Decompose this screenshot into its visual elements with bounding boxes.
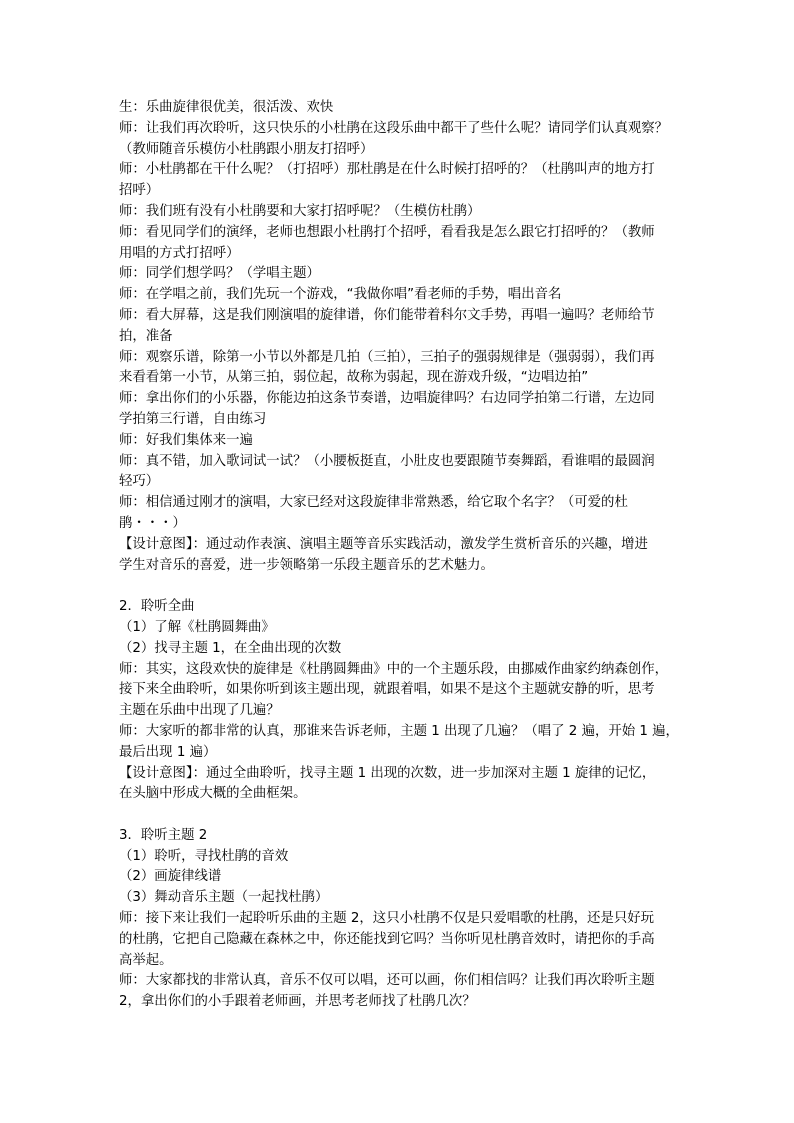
text-line: 招呼） — [119, 183, 160, 199]
text-line: 【设计意图】：通过动作表演、演唱主题等音乐实践活动，激发学生赏析音乐的兴趣，增进 — [119, 536, 648, 552]
paragraph-gap — [119, 576, 679, 597]
text-line: 来看看第一小节，从第三拍，弱位起，故称为弱起，现在游戏升级，“边唱边拍” — [119, 370, 589, 386]
text-line: 2．聆听全曲 — [119, 599, 195, 615]
text-line: 学生对音乐的喜爱，进一步领略第一乐段主题音乐的艺术魅力。 — [119, 557, 494, 573]
text-line: 师：看见同学们的演绎，老师也想跟小杜鹃打个招呼，看看我是怎么跟它打招呼的？（教师 — [119, 224, 655, 240]
text-line: 师：大家听的都非常的认真，那谁来告诉老师，主题 1 出现了几遍？（唱了 2 遍，开始 1 遍， — [119, 723, 679, 739]
text-line: 师：大家都找的非常认真，音乐不仅可以唱，还可以画，你们相信吗？让我们再次聆听主题 — [119, 973, 655, 989]
text-line: 2，拿出你们的小手跟着老师画，并思考老师找了杜鹃几次？ — [119, 994, 476, 1010]
text-line: 拍，准备 — [119, 328, 173, 344]
text-line: 鹃・・・） — [119, 515, 186, 531]
text-line: 师：同学们想学吗？（学唱主题） — [119, 266, 320, 282]
text-line: 师：看大屏幕，这是我们刚演唱的旋律谱，你们能带着科尔文手势，再唱一遍吗？老师给节 — [119, 307, 655, 323]
text-line: 生：乐曲旋律很优美，很活泼、欢快 — [119, 100, 334, 115]
text-line: 在头脑中形成大概的全曲框架。 — [119, 786, 307, 802]
text-line: 师：接下来让我们一起聆听乐曲的主题 2，这只小杜鹃不仅是只爱唱歌的杜鹃，还是只好玩 — [119, 911, 655, 927]
text-line: 【设计意图】：通过全曲聆听，找寻主题 1 出现的次数，进一步加深对主题 1 旋律的记忆， — [119, 765, 656, 781]
text-line: 师：我们班有没有小杜鹃要和大家打招呼呢？（生模仿杜鹃） — [119, 203, 481, 219]
text-line: 最后出现 1 遍） — [119, 744, 217, 760]
text-line: （1）了解《杜鹃圆舞曲》 — [119, 619, 275, 635]
text-line: （教师随音乐模仿小杜鹃跟小朋友打招呼） — [119, 141, 374, 157]
text-line: 接下来全曲聆听，如果你听到该主题出现，就跟着唱，如果不是这个主题就安静的听，思考 — [119, 682, 655, 698]
text-line: 轻巧） — [119, 474, 160, 490]
text-line: 高举起。 — [119, 952, 173, 968]
text-line: 师：其实，这段欢快的旋律是《杜鹃圆舞曲》中的一个主题乐段，由挪威作曲家约纳森创作， — [119, 661, 669, 677]
document-page — [119, 98, 679, 1013]
text-line: 师：在学唱之前，我们先玩一个游戏，“我做你唱”看老师的手势，唱出音名 — [119, 287, 562, 303]
text-line: 师：相信通过刚才的演唱，大家已经对这段旋律非常熟悉，给它取个名字？（可爱的杜 — [119, 495, 628, 511]
text-line: 主题在乐曲中出现了几遍？ — [119, 703, 280, 719]
text-line: 的杜鹃，它把自己隐藏在森林之中，你还能找到它吗？当你听见杜鹃音效时，请把你的手高 — [119, 931, 655, 947]
text-line: 学拍第三行谱，自由练习 — [119, 411, 267, 427]
paragraph-gap — [119, 805, 679, 826]
text-line: 师：拿出你们的小乐器，你能边拍这条节奏谱，边唱旋律吗？右边同学拍第二行谱，左边同 — [119, 391, 655, 407]
text-line: 3．聆听主题 2 — [119, 827, 208, 843]
text-line: 师：小杜鹃都在干什么呢？（打招呼）那杜鹃是在什么时候打招呼的？（杜鹃叫声的地方打 — [119, 162, 655, 178]
text-line: （3）舞动音乐主题（一起找杜鹃） — [119, 890, 329, 906]
text-line: （1）聆听，寻找杜鹃的音效 — [119, 848, 289, 864]
text-line: （2）画旋律线谱 — [119, 869, 222, 885]
text-line: 用唱的方式打招呼） — [119, 245, 240, 261]
text-line: 师：观察乐谱，除第一小节以外都是几拍（三拍），三拍子的强弱规律是（强弱弱），我们再 — [119, 349, 655, 365]
text-line: （2）找寻主题 1，在全曲出现的次数 — [119, 640, 342, 656]
text-line: 师：好我们集体来一遍 — [119, 432, 253, 448]
text-line: 师：让我们再次聆听，这只快乐的小杜鹃在这段乐曲中都干了些什么呢？请同学们认真观察？ — [119, 120, 669, 136]
text-line: 师：真不错，加入歌词试一试？（小腰板挺直，小肚皮也要跟随节奏舞蹈，看谁唱的最圆润 — [119, 453, 655, 469]
